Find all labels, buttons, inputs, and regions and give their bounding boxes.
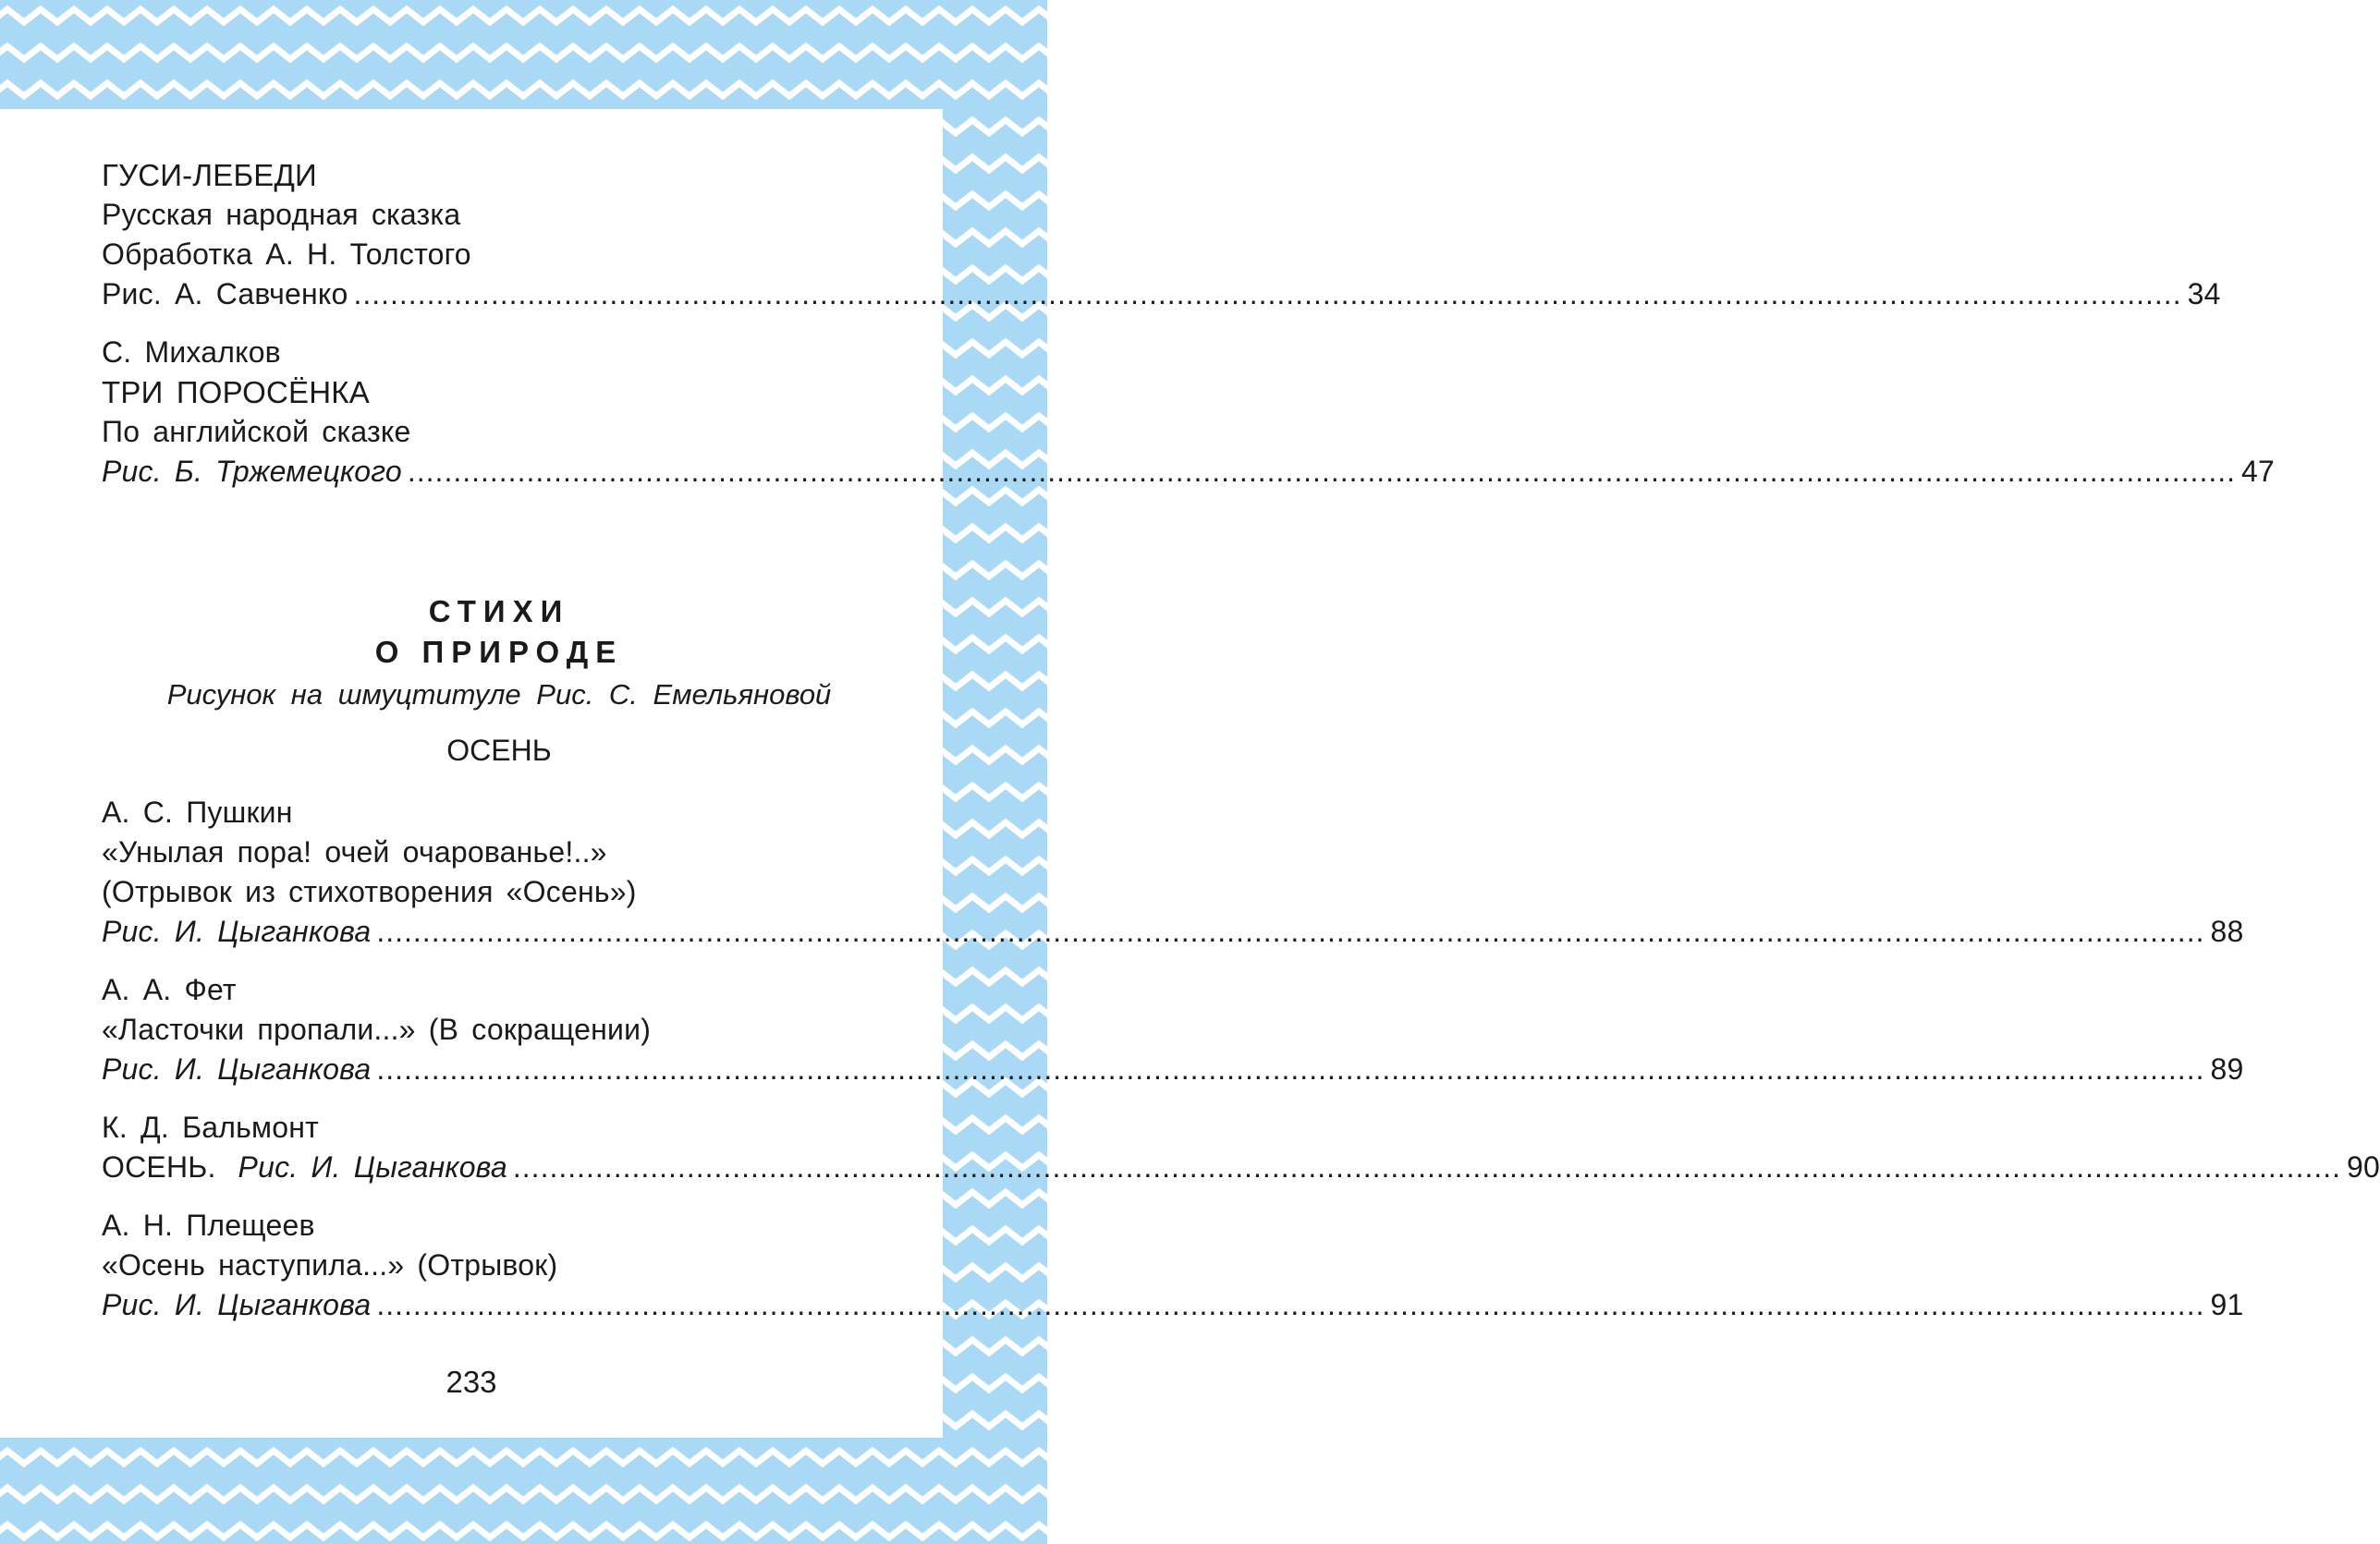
entry-author: А. Н. Плещеев <box>102 1209 315 1242</box>
page-ref: 89 <box>2210 1052 2244 1086</box>
toc-entry-tri-porosenka <box>102 333 2275 492</box>
entry-credit-line <box>102 452 2275 492</box>
entry-credit-line <box>102 1050 2244 1089</box>
dot-leader: ........................................................................................................................................................................................................ <box>376 1052 2205 1086</box>
zigzag-line <box>0 46 1089 59</box>
zigzag-line <box>0 1488 1089 1501</box>
page <box>0 109 2380 1438</box>
subsection-title: ОСЕНЬ <box>446 734 552 767</box>
illustrator-credit: Рис. И. Цыганкова <box>102 1052 372 1086</box>
entry-title: «Унылая пора! очей очарованье!..» <box>102 835 607 869</box>
entry-title: ТРИ ПОРОСЁНКА <box>102 375 370 409</box>
zigzag-line <box>0 83 1089 96</box>
entry-line: (Отрывок из стихотворения «Осень») <box>102 875 637 908</box>
section-subtitle: Рисунок на шмуцтитуле Рис. С. Емельяновой <box>166 678 832 711</box>
zigzag-line <box>0 1525 1089 1538</box>
illustrator-credit: Рис. И. Цыганкова <box>102 1288 372 1321</box>
entry-title: «Осень наступила...» (Отрывок) <box>102 1248 558 1282</box>
page-ref: 88 <box>2210 915 2244 948</box>
entry-author: А. С. Пушкин <box>102 796 293 829</box>
toc-entry-gusi-lebedi <box>102 155 2221 314</box>
entry-title: ОСЕНЬ. <box>102 1150 216 1184</box>
page-ref: 34 <box>2187 277 2221 310</box>
entry-credit-line <box>102 1148 2380 1187</box>
page-ref: 91 <box>2210 1288 2244 1321</box>
zigzag-line <box>0 1451 1089 1464</box>
entry-author: К. Д. Бальмонт <box>102 1111 319 1144</box>
illustrator-credit: Рис. И. Цыганкова <box>238 1150 507 1184</box>
entry-title: «Ласточки пропали...» (В сокращении) <box>102 1013 652 1046</box>
toc-entry-pleshcheev <box>102 1206 2244 1325</box>
entry-credit-line <box>102 912 2244 952</box>
entry-line: Обработка А. Н. Толстого <box>102 237 471 271</box>
dot-leader: ........................................................................................................................................................................................................ <box>353 277 2182 310</box>
entry-title: ГУСИ-ЛЕБЕДИ <box>102 158 317 192</box>
toc-entry-fet <box>102 970 2244 1089</box>
page-ref: 90 <box>2347 1150 2380 1184</box>
entry-line: По английской сказке <box>102 415 411 448</box>
dot-leader: ........................................................................................................................................................................................................ <box>376 1288 2205 1321</box>
entry-credit-line <box>102 274 2221 314</box>
section-title-line-2: О ПРИРОДЕ <box>374 635 624 669</box>
section-heading <box>102 591 897 771</box>
entry-credit-line <box>102 1285 2244 1325</box>
entry-author: А. А. Фет <box>102 973 237 1006</box>
table-of-contents <box>102 155 2380 1343</box>
illustrator-credit: Рис. Б. Тржемецкого <box>102 455 402 488</box>
dot-leader: ........................................................................................................................................................................................................ <box>512 1150 2342 1184</box>
toc-entry-pushkin <box>102 793 2244 952</box>
section-title-line-1: СТИХИ <box>428 594 570 628</box>
illustrator-credit: Рис. А. Савченко <box>102 277 348 310</box>
page-number: 233 <box>445 1365 497 1399</box>
toc-entry-balmont <box>102 1108 2380 1187</box>
dot-leader: ........................................................................................................................................................................................................ <box>407 455 2236 488</box>
dot-leader: ........................................................................................................................................................................................................ <box>376 915 2205 948</box>
zigzag-line <box>0 9 1089 22</box>
entry-author: С. Михалков <box>102 335 281 369</box>
page-ref: 47 <box>2241 455 2275 488</box>
illustrator-credit: Рис. И. Цыганкова <box>102 915 372 948</box>
entry-line: Русская народная сказка <box>102 198 461 231</box>
